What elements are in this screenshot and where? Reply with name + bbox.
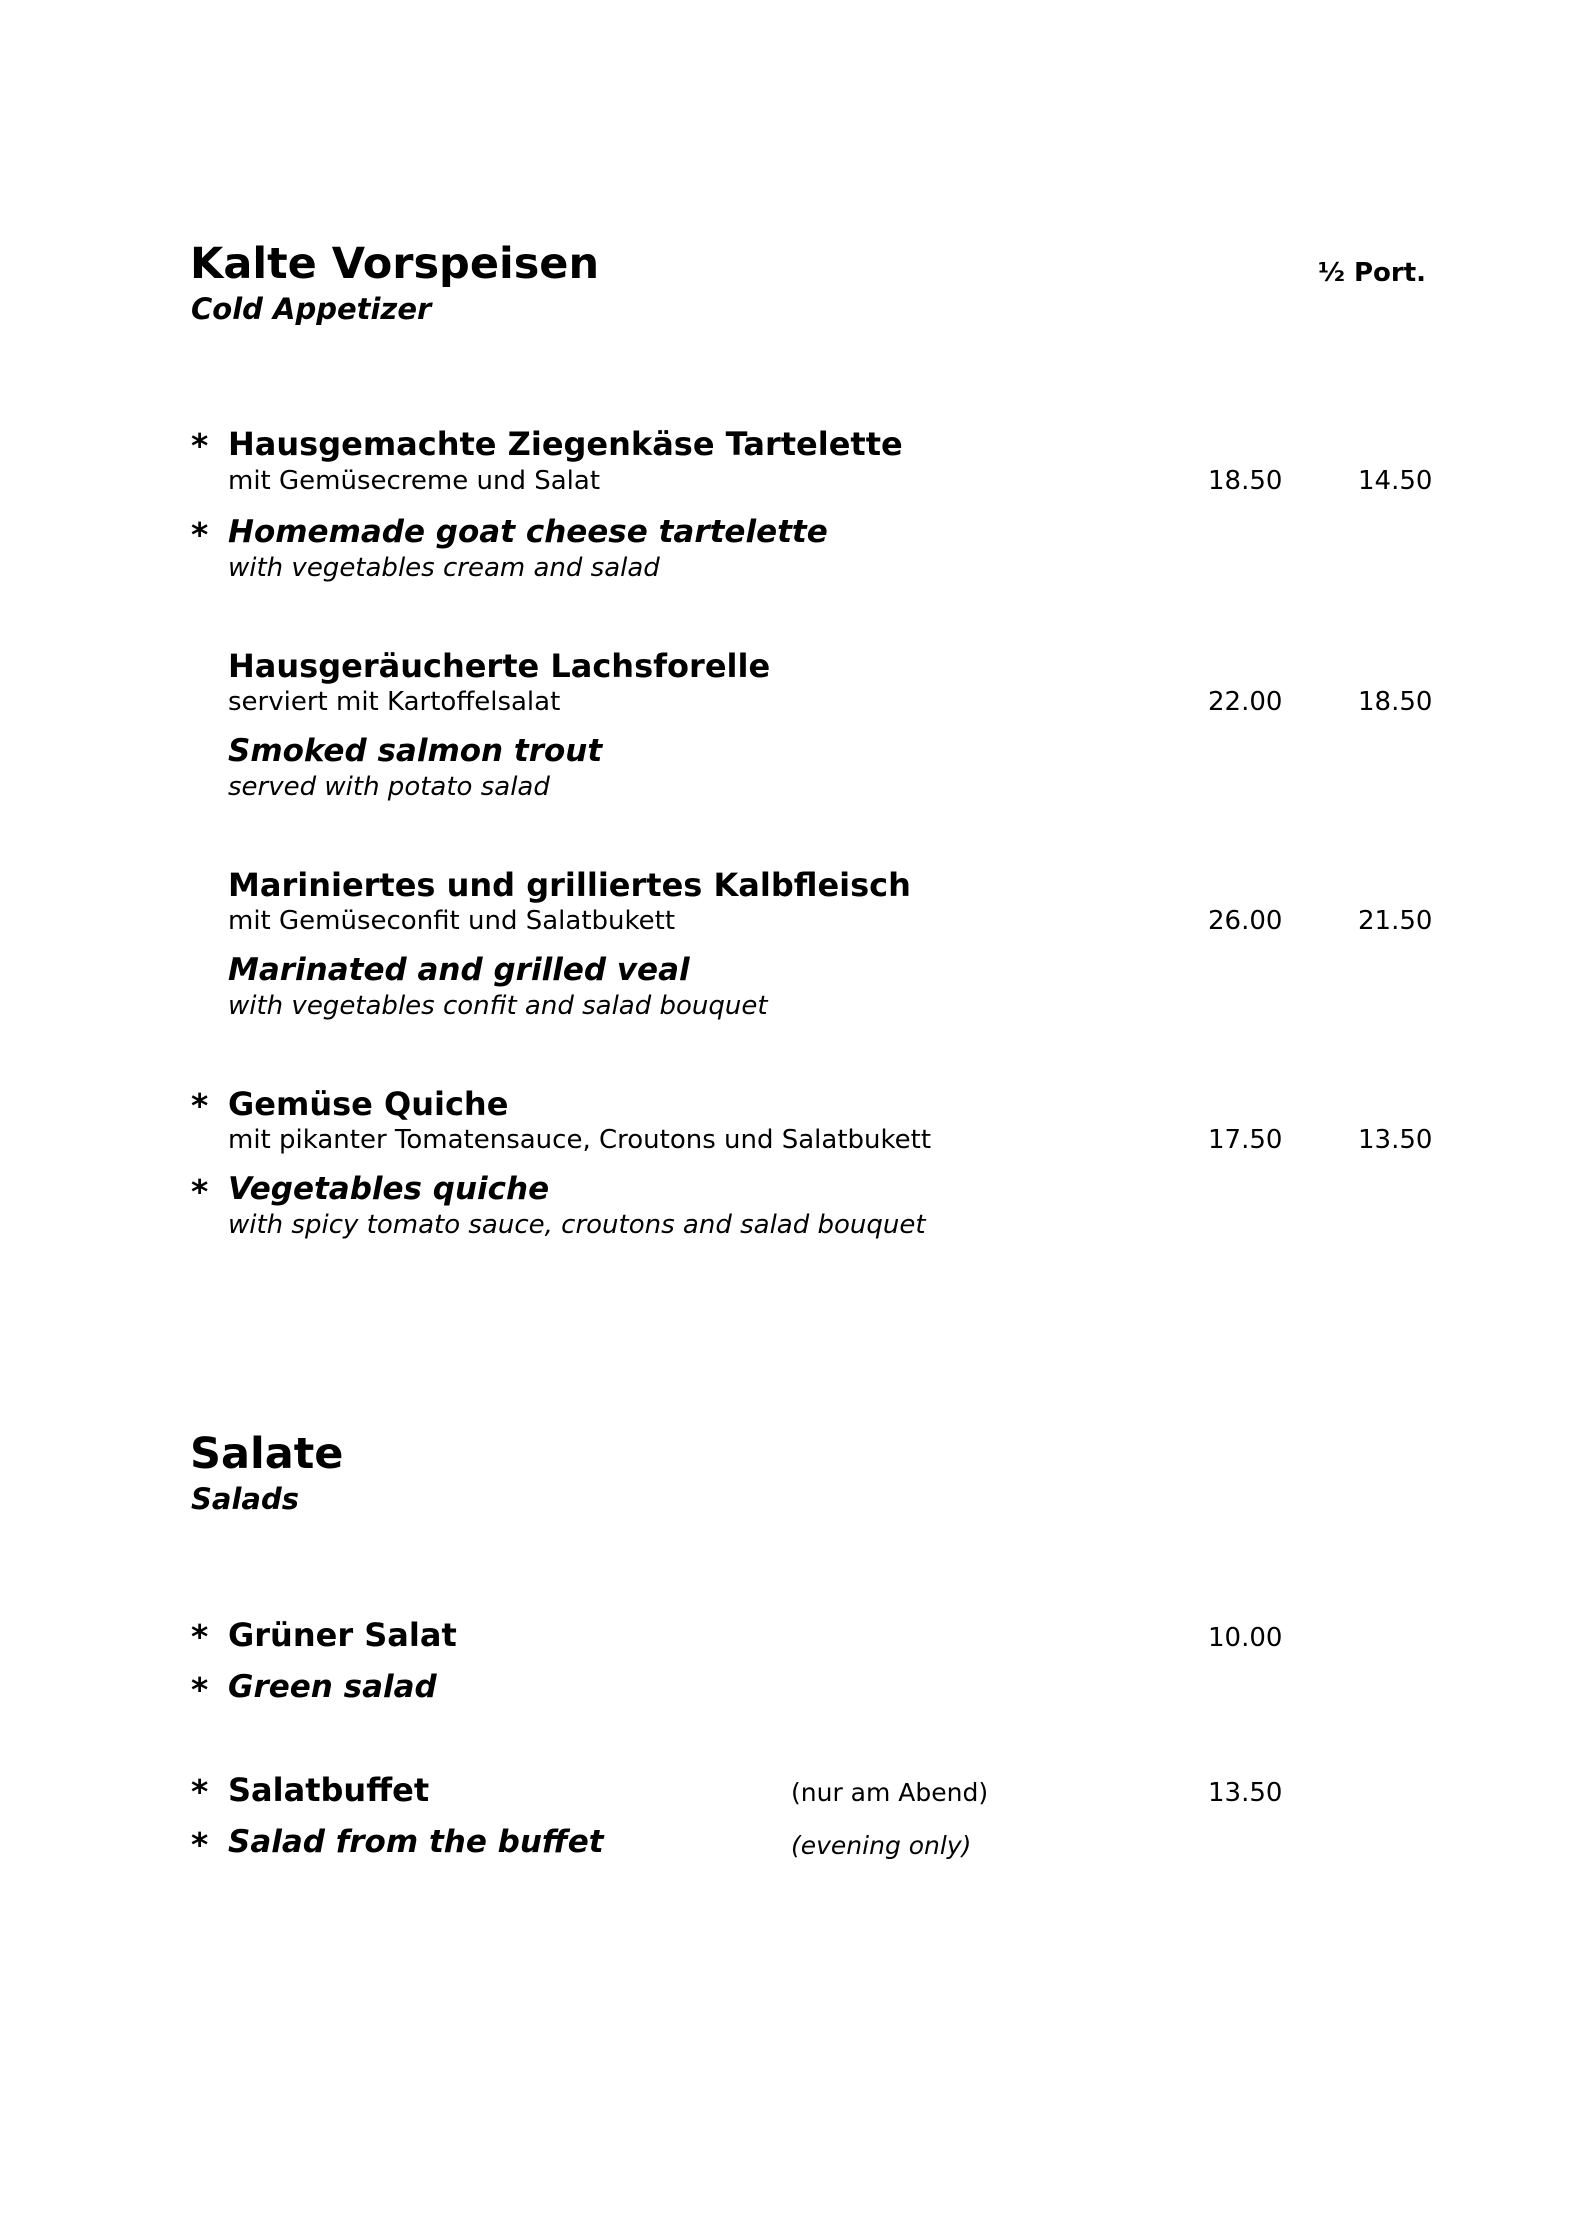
menu-item-price-half: 18.50 <box>1358 687 1433 717</box>
section-title-cold-appetizers: Kalte Vorspeisen <box>190 239 600 289</box>
menu-item-availability-note-de: (nur am Abend) <box>791 1778 989 1807</box>
menu-item-price: 18.50 <box>1208 466 1283 496</box>
menu-item-name-en: Homemade goat cheese tartelette <box>228 514 828 550</box>
menu-item-price-half: 13.50 <box>1358 1125 1433 1155</box>
menu-item-price: 13.50 <box>1208 1778 1283 1808</box>
menu-item-name-de: Hausgemachte Ziegenkäse Tartelette <box>228 425 903 463</box>
menu-item-name-en: Vegetables quiche <box>228 1171 550 1207</box>
vegetarian-mark: * <box>191 1670 209 1709</box>
vegetarian-mark: * <box>191 1172 209 1211</box>
menu-item-name-de: Salatbuffet <box>228 1771 430 1809</box>
menu-item-description-de: serviert mit Kartoffelsalat <box>228 687 561 717</box>
menu-item-price: 22.00 <box>1208 687 1283 717</box>
menu-item-price: 10.00 <box>1208 1623 1283 1653</box>
section-subtitle-salads: Salads <box>191 1482 299 1516</box>
vegetarian-mark: * <box>191 1086 209 1125</box>
menu-item-description-en: with vegetables cream and salad <box>228 553 660 583</box>
vegetarian-mark: * <box>191 1617 209 1656</box>
menu-item-description-en: with spicy tomato sauce, croutons and salad bouquet <box>228 1210 926 1240</box>
menu-item-description-en: with vegetables confit and salad bouquet <box>228 991 768 1021</box>
menu-item-availability-note-en: (evening only) <box>791 1831 972 1860</box>
section-subtitle-cold-appetizers: Cold Appetizer <box>191 292 432 326</box>
menu-item-name-de: Hausgeräucherte Lachsforelle <box>228 647 771 685</box>
menu-item-price: 26.00 <box>1208 906 1283 936</box>
menu-item-name-en: Salad from the buffet <box>228 1824 604 1860</box>
menu-item-name-de: Mariniertes und grilliertes Kalbfleisch <box>228 866 911 904</box>
menu-item-name-en: Marinated and grilled veal <box>228 952 690 988</box>
menu-item-description-de: mit Gemüseconfit und Salatbukett <box>228 906 676 936</box>
menu-item-name-en: Smoked salmon trout <box>228 733 603 769</box>
menu-item-description-de: mit Gemüsecreme und Salat <box>228 466 601 496</box>
menu-item-price-half: 21.50 <box>1358 906 1433 936</box>
vegetarian-mark: * <box>191 515 209 554</box>
section-title-salads: Salate <box>190 1429 344 1479</box>
menu-item-price: 17.50 <box>1208 1125 1283 1155</box>
menu-item-name-en: Green salad <box>228 1669 437 1705</box>
menu-item-name-de: Gemüse Quiche <box>228 1085 509 1123</box>
menu-item-description-en: served with potato salad <box>228 772 550 802</box>
menu-item-price-half: 14.50 <box>1358 466 1433 496</box>
vegetarian-mark: * <box>191 1825 209 1864</box>
menu-item-name-de: Grüner Salat <box>228 1616 457 1654</box>
menu-item-description-de: mit pikanter Tomatensauce, Croutons und Salatbukett <box>228 1125 932 1155</box>
vegetarian-mark: * <box>191 1772 209 1811</box>
vegetarian-mark: * <box>191 426 209 465</box>
half-portion-column-header: ½ Port. <box>1318 258 1427 288</box>
